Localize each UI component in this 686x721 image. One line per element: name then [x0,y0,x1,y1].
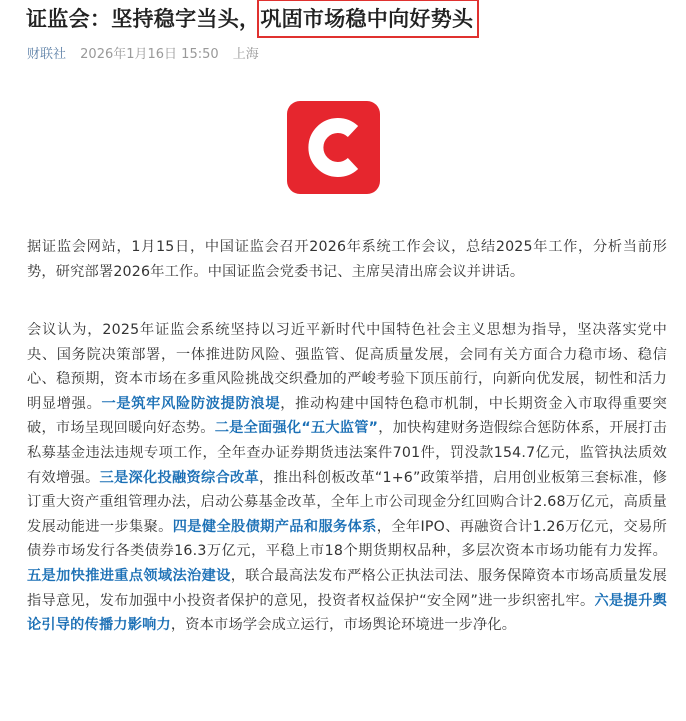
cls-logo [287,101,380,194]
article-title [26,4,473,34]
text-segment: 会议认为，2025年证监会系统坚持以习近平新时代中国特色社会主义思想为指导，坚决落实党中央、国务院决策部署，一体推进防风险、强监管、促高质量发展，会同有关方面合力稳市场、稳信心、稳预期，资本市场在多重风险挑战交织叠加的严峻考验下顶压前行，向新向优发展，韧性和活力明显增强。 [27,322,667,412]
text-segment: ，推出科创板改革“1+6”政策举措，启用创业板第三套标准，修订重大资产重组管理办法，启动公募基金改革，全年上市公司现金分红回购合计2.68万亿元，高质量发展动能进一步集聚。 [27,469,667,535]
text-segment: ，加快构建财务造假综合惩防体系，开展打击私募基金违法违规专项工作，全年查办证券期货违法案件701件，罚没款154.7亿元，监管执法质效有效增强。 [27,420,667,486]
svg-text:C: C [332,155,335,157]
text-segment: ，资本市场学会成立运行，市场舆论环境进一步净化。 [170,617,517,634]
publish-time: 2026年1月16日 15:50 [80,47,219,62]
text-segment: ，推动构建中国特色稳市机制，中长期资金入市取得重要突破，市场呈现回暖向好态势。 [27,395,667,437]
emphasis-public-opinion: 六是提升舆论引导的传播力影响力 [27,592,667,634]
source-link[interactable]: 财联社 [27,47,67,62]
cls-logo-icon [287,101,380,194]
text-segment: ，全年IPO、再融资合计1.26万亿元，交易所债券市场发行各类债券16.3万亿元，平稳上市18个期货期权品种，多层次资本市场功能有力发挥。 [27,518,667,560]
publish-location: 上海 [232,47,259,62]
article-meta [27,46,259,64]
text-segment: ，联合最高法发布严格公正执法司法、服务保障资本市场高质量发展指导意见，发布加强中小投资者保护的意见，投资者权益保护“安全网”进一步织密扎牢。 [27,567,667,609]
emphasis-products: 四是健全股债期产品和服务体系 [172,518,377,535]
emphasis-rule-of-law: 五是加快推进重点领域法治建设 [27,567,231,584]
emphasis-risk: 一是筑牢风险防波提防浪堤 [101,395,281,412]
paragraph-review [27,318,667,638]
title-highlight: 巩固市场稳中向好势头 [260,4,473,34]
emphasis-supervision: 二是全面强化“五大监管” [214,420,379,437]
paragraph-intro: 据证监会网站，1月15日，中国证监会召开2026年系统工作会议，总结2025年工作，分析当前形势，研究部署2026年工作。中国证监会党委书记、主席吴清出席会议并讲话。 [27,239,667,280]
emphasis-reform: 三是深化投融资综合改革 [99,469,259,486]
title-prefix: 证监会：坚持稳字当头， [26,7,261,31]
